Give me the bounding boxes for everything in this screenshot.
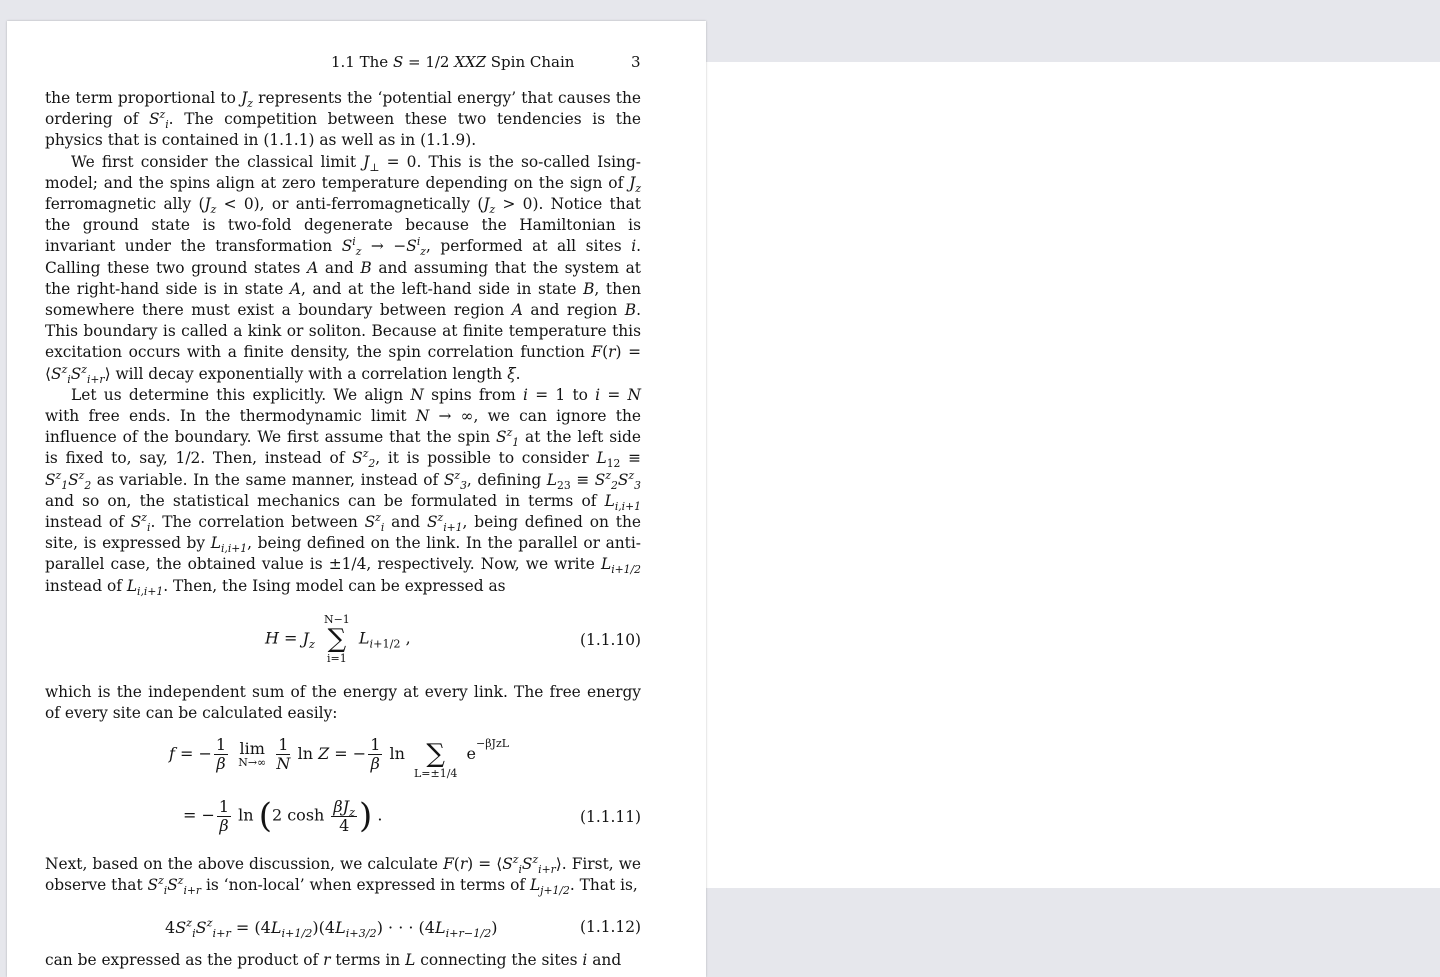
body-text-block-2 — [45, 682, 641, 724]
equation-number: (1.1.11) — [580, 808, 641, 826]
equation-line-1: f = − $\frac{1}{\beta}$ lim N→∞ $\frac{1}{N}$ ln Z = − $\frac{1}{\beta}$ ln ∑ L=±1/4 $e^{-\beta JzL}$ — [169, 735, 510, 780]
equation-number: (1.1.12) — [580, 918, 641, 936]
viewer-background-panel — [706, 62, 1440, 888]
paragraph-6: can be expressed as the product of r terms in L connecting the sites i and — [45, 951, 622, 969]
equation-1-1-11 — [45, 736, 641, 866]
paragraph-4: which is the independent sum of the energy at every link. The free energy of every site can be calculated easily: — [45, 683, 641, 723]
equation-1-1-10: $H = J_z$ N−1 ∑ i=1 $L_{i+1/2}$ , (1.1.10) — [265, 613, 641, 665]
paragraph-3: Let us determine this explicitly. We align N spins from i = 1 to i = N with free ends. In the thermodynamic limit N → ∞, we can ignore the influence of the boundary. We first assume that the spin $S^z_1$ at the left side is fixed to, say, 1/2. Then, instead of $S^z_2$, it is possible to consider $L_{12} \equiv S^z_1S^z_2$ as variable. In the same manner, instead of $S^z_3$, defining $L_{23} \equiv S^z_2S^z_3$ and so on, the statistical mechanics can be formulated in terms of $L_{i,i+1}$ instead of $S^z_i$. The correlation between $S^z_i$ and $S^z_{i+1}$, being defined on the site, is expressed by $L_{i,i+1}$, being defined on the link. In the parallel or anti-parallel case, the obtained value is ±1/4, respectively. Now, we write $L_{i+1/2}$ instead of $L_{i,i+1}$. Then, the Ising model can be expressed as — [45, 385, 642, 598]
page-header — [7, 53, 706, 73]
document-page — [7, 21, 706, 977]
equation-content: $4S^z_iS^z_{i+r} = (4L_{i+1/2})(4L_{i+3/2})$ · · · $(4L_{i+r-1/2})$ — [165, 916, 498, 941]
paragraph-1: the term proportional to $J_z$ represents the ‘potential energy’ that causes the ordering of $S^z_i$. The competition between these two tendencies is the physics that is contained in (1.1.1) as well as in (1.1.9). — [45, 89, 642, 150]
body-text-block-1 — [45, 88, 641, 597]
paragraph-2: We first consider the classical limit $J_\perp = 0$. This is the so-called Ising-model; and the spins align at zero temperature depending on the sign of $J_z$ ferromagnetic ally $(J_z < 0)$, or anti-ferromagnetically $(J_z > 0)$. Notice that the ground state is two-fold degenerate because the Hamiltonian is invariant under the transformation $S^i_z \to -S^i_z$, performed at all sites i. Calling these two ground states A and B and assuming that the system at the right-hand side is in state A, and at the left-hand side in state B, then somewhere there must exist a boundary between region A and region B. This boundary is called a kink or soliton. Because at finite temperature this excitation occurs with a finite density, the spin correlation function $F(r) = ⟨S^z_iS^z_{i+r}⟩$ will decay exponentially with a correlation length ξ. — [45, 152, 642, 386]
paragraph-5: Next, based on the above discussion, we calculate $F(r) = ⟨S^z_iS^z_{i+r}⟩$. First, we observe that $S^z_iS^z_{i+r}$ is ‘non-local’ when expressed in terms of $L_{j+1/2}$. That is, — [45, 852, 641, 898]
running-title: 1.1 The S = 1/2 XXZ Spin Chain — [331, 53, 575, 71]
equation-number: (1.1.10) — [580, 631, 641, 649]
sum-operator: N−1 ∑ i=1 — [323, 613, 350, 665]
equation-line-2: = − $\frac{1}{\beta}$ ln (2 cosh $\frac{\beta J_z}{4}$ ) . — [183, 796, 383, 836]
body-text-block-3 — [45, 854, 641, 896]
page-number: 3 — [631, 53, 641, 71]
body-text-block-4 — [45, 950, 641, 971]
equation-1-1-12 — [45, 918, 641, 944]
